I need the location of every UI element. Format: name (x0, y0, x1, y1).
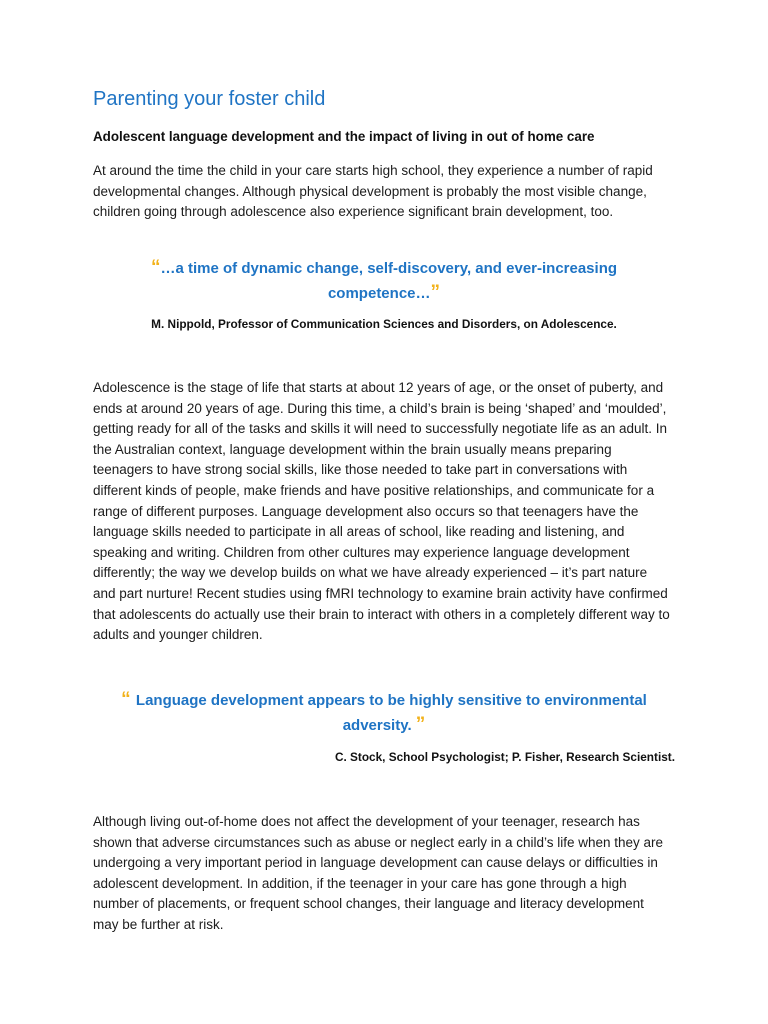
out-of-home-paragraph: Although living out-of-home does not affect the development of your teenager, research has shown that adverse circumstances such as abuse or neglect early in a child’s life when they are undergoing a very important period in language development can cause delays or difficulties in adolescent development. In addition, if the teenager in your care has gone through a high number of placements, or frequent school changes, their language and literacy development may be further at risk. (93, 814, 664, 932)
open-quote-mark-2: “ (121, 689, 136, 710)
quote-attribution-1: M. Nippold, Professor of Communication Sciences and Disorders, on Adolescence. (151, 317, 617, 331)
pull-quote-1-text: …a time of dynamic change, self-discovery, and ever-increasing competence… (160, 260, 618, 302)
pull-quote-2 (93, 688, 675, 738)
quote-attribution-2: C. Stock, School Psychologist; P. Fisher, Research Scientist. (334, 750, 675, 764)
adolescence-paragraph: Adolescence is the stage of life that starts at about 12 years of age, or the onset of puberty, and ends at around 20 years of age. During this time, a child’s brain is being ‘shaped’ and ‘moulded’, getting ready for all of the tasks and skills it will need to successfully negotiate life as an adult. In the Australian context, language development within the brain usually means preparing teenagers to have strong social skills, like those needed to take part in conversations with different kinds of people, make friends and have positive relationships, and communicate for a range of different purposes. Language development also occurs so that teenagers have the language skills needed to participate in all areas of school, like reading and listening, and speaking and writing. Children from other cultures may experience language development differently; the way we develop builds on what we have already experienced – it’s part nature and part nurture! Recent studies using fMRI technology to examine brain activity have confirmed that adolescents do actually use their brain to interact with others in a completely different way to adults and younger children. (93, 380, 670, 643)
close-quote-mark-2: ” (415, 714, 426, 735)
page-title: Parenting your foster child (93, 88, 326, 110)
page-subtitle: Adolescent language development and the impact of living in out of home care (93, 129, 595, 144)
close-quote-mark-1: ” (430, 282, 441, 303)
intro-paragraph: At around the time the child in your care starts high school, they experience a number of rapid developmental changes. Although physical development is probably the most visible change, children going through adolescence also experience significant brain development, too. (93, 163, 653, 220)
open-quote-mark-1: “ (150, 257, 161, 278)
pull-quote-2-text: Language development appears to be highly sensitive to environmental adversity. (135, 692, 647, 734)
pull-quote-1 (93, 256, 675, 306)
